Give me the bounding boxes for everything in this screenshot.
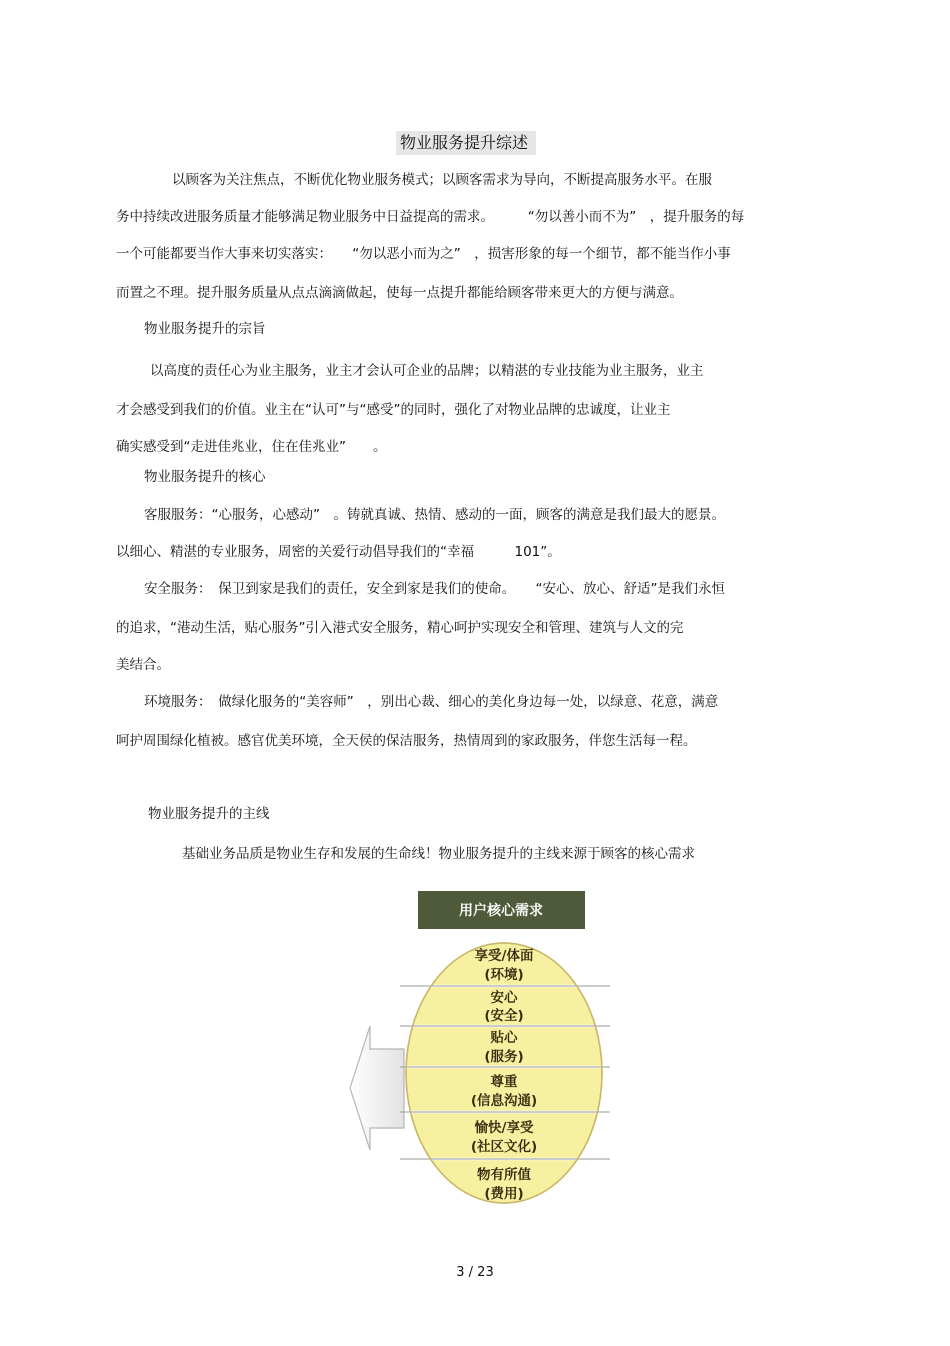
intro-line: 一个可能都要当作大事来切实落实： “勿以恶小而为之” ，损害形象的每一个细节，都不能当作小事 <box>116 246 731 262</box>
level-6-label: 物有所值 <box>477 1167 531 1183</box>
core-security-line: 安全服务： 保卫到家是我们的责任，安全到家是我们的使命。 “安心、放心、舒适”是我们永恒 <box>144 581 725 597</box>
core-environment-line: 环境服务： 做绿化服务的“美容师” ，别出心裁、细心的美化身边每一处，以绿意、花意，满意 <box>144 694 719 710</box>
level-3-label: 贴心 <box>490 1030 518 1046</box>
level-4-sublabel: (信息沟通) <box>470 1093 538 1109</box>
core-customer-line: 以细心、精湛的专业服务，周密的关爱行动倡导我们的“幸福 101”。 <box>116 544 561 560</box>
mainline-text: 基础业务品质是物业生存和发展的生命线！物业服务提升的主线来源于顾客的核心需求 <box>182 846 695 862</box>
core-environment-line: 呵护周围绿化植被。感官优美环境，全天侯的保洁服务，热情周到的家政服务，伴您生活每一程。 <box>116 733 697 749</box>
level-4-label: 尊重 <box>490 1074 518 1090</box>
purpose-line: 以高度的责任心为业主服务，业主才会认可企业的品牌；以精湛的专业技能为业主服务，业主 <box>150 363 704 379</box>
level-2-label: 安心 <box>490 990 518 1006</box>
section-heading-core: 物业服务提升的核心 <box>144 469 266 485</box>
level-5-label: 愉快/享受 <box>474 1120 534 1136</box>
level-6-sublabel: (费用) <box>484 1186 524 1202</box>
intro-line: 以顾客为关注焦点，不断优化物业服务模式；以顾客需求为导向，不断提高服务水平。在服 <box>172 172 712 188</box>
level-5-sublabel: (社区文化) <box>470 1139 538 1155</box>
level-3-sublabel: (服务) <box>484 1049 524 1065</box>
level-1-sublabel: (环境) <box>484 967 524 983</box>
purpose-line: 确实感受到“走进佳兆业，住在佳兆业” 。 <box>116 439 387 455</box>
left-arrow-icon <box>350 1026 404 1150</box>
intro-line: 务中持续改进服务质量才能够满足物业服务中日益提高的需求。 “勿以善小而不为” ，提升服务的每 <box>116 209 745 225</box>
level-1-label: 享受/体面 <box>474 948 534 964</box>
diagram-header-label: 用户核心需求 <box>459 903 543 919</box>
core-security-line: 的追求，“港动生活，贴心服务”引入港式安全服务，精心呵护实现安全和管理、建筑与人文的完 <box>116 620 684 636</box>
core-security-line: 美结合。 <box>116 657 170 673</box>
core-customer-line: 客服服务：“心服务，心感动” 。铸就真诚、热情、感动的一面，顾客的满意是我们最大的愿景。 <box>144 507 725 523</box>
page-number: 3 / 23 <box>456 1265 494 1280</box>
section-heading-purpose: 物业服务提升的宗旨 <box>144 321 266 337</box>
purpose-line: 才会感受到我们的价值。业主在“认可”与“感受”的同时，强化了对物业品牌的忠诚度，让业主 <box>116 402 671 418</box>
intro-line: 而置之不理。提升服务质量从点点滴滴做起，使每一点提升都能给顾客带来更大的方便与满意。 <box>116 285 683 301</box>
level-2-sublabel: (安全) <box>484 1008 524 1024</box>
page-title: 物业服务提升综述 <box>396 131 536 155</box>
section-heading-mainline: 物业服务提升的主线 <box>148 806 270 822</box>
